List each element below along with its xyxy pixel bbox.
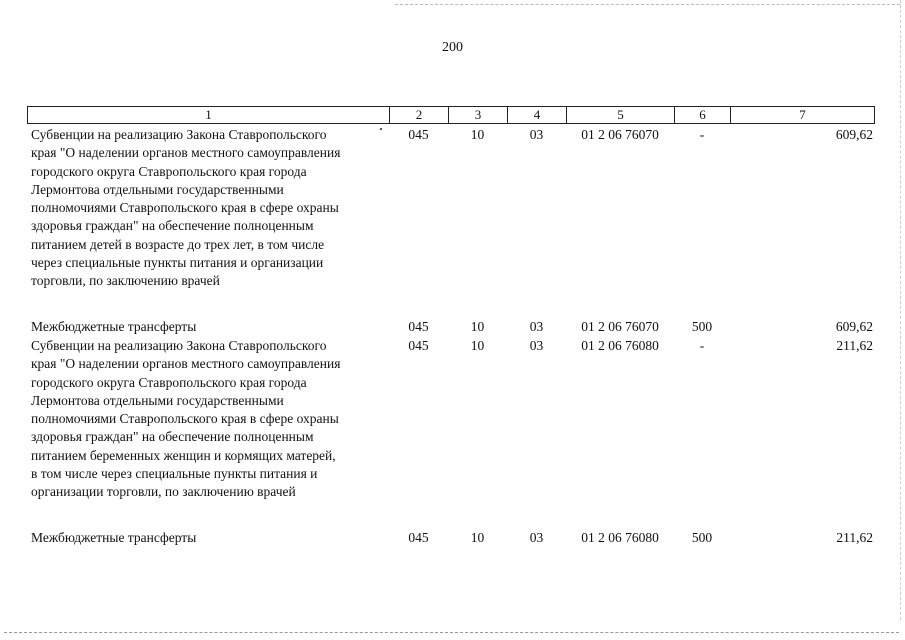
row-col-5: 01 2 06 76070 [581,127,659,142]
row-description: Субвенции на реализацию Закона Ставропольского края "О наделении органов местного самоуправления городского округа Ставропольского края города Лермонтова отдельными государственными полномочиями Ставропольского края в сфере охраны здоровья граждан" на обеспечение полноценным питанием беременных женщин и кормящих матерей, в том числе через специальные пункты питания и организации торговли, по заключению врачей [31,338,341,500]
row-col-6: - [699,127,705,142]
row-col-7: 609,62 [835,127,873,142]
scan-edge-top [395,4,900,5]
row-col-5: 01 2 06 76080 [581,530,659,545]
row-description: Субвенции на реализацию Закона Ставропольского края "О наделении органов местного самоуправления городского округа Ставропольского края города Лермонтова отдельными государственными полномочиями Ставропольского края в сфере охраны здоровья граждан" на обеспечение полноценным питанием детей в возрасте до трех лет, в том числе через специальные пункты питания и организации торговли, по заключению врачей [31,127,341,289]
row-description: Межбюджетные трансферты [31,319,197,334]
row-col-7: 211,62 [836,530,873,545]
table-header-row [27,106,875,124]
row-col-4: 03 [529,530,544,545]
column-header-5: 5 [567,107,675,123]
row-col-5: 01 2 06 76070 [581,319,659,334]
row-col-4: 03 [529,338,544,353]
row-col-3: 10 [470,338,485,353]
scan-edge-right [900,0,901,620]
row-col-7: 211,62 [836,338,873,353]
row-col-2: 045 [408,338,429,353]
row-description: Межбюджетные трансферты [31,530,197,545]
row-col-2: 045 [408,530,429,545]
row-col-2: 045 [408,319,429,334]
row-col-4: 03 [529,319,544,334]
column-header-3: 3 [449,107,508,123]
row-col-6: 500 [691,530,713,545]
row-col-3: 10 [470,530,485,545]
column-header-7: 7 [799,107,806,122]
row-col-2: 045 [408,127,429,142]
row-col-3: 10 [470,319,485,334]
page-number: 200 [442,40,463,55]
scan-edge-bottom [4,632,899,633]
column-header-6: 6 [675,107,731,123]
row-col-6: - [699,338,705,353]
row-col-4: 03 [529,127,544,142]
row-col-7: 609,62 [835,319,873,334]
column-header-4: 4 [508,107,567,123]
row-col-6: 500 [691,319,713,334]
row-col-3: 10 [470,127,485,142]
column-header-1: 1 [28,107,390,123]
column-header-2: 2 [390,107,449,123]
row-col-5: 01 2 06 76080 [581,338,659,353]
